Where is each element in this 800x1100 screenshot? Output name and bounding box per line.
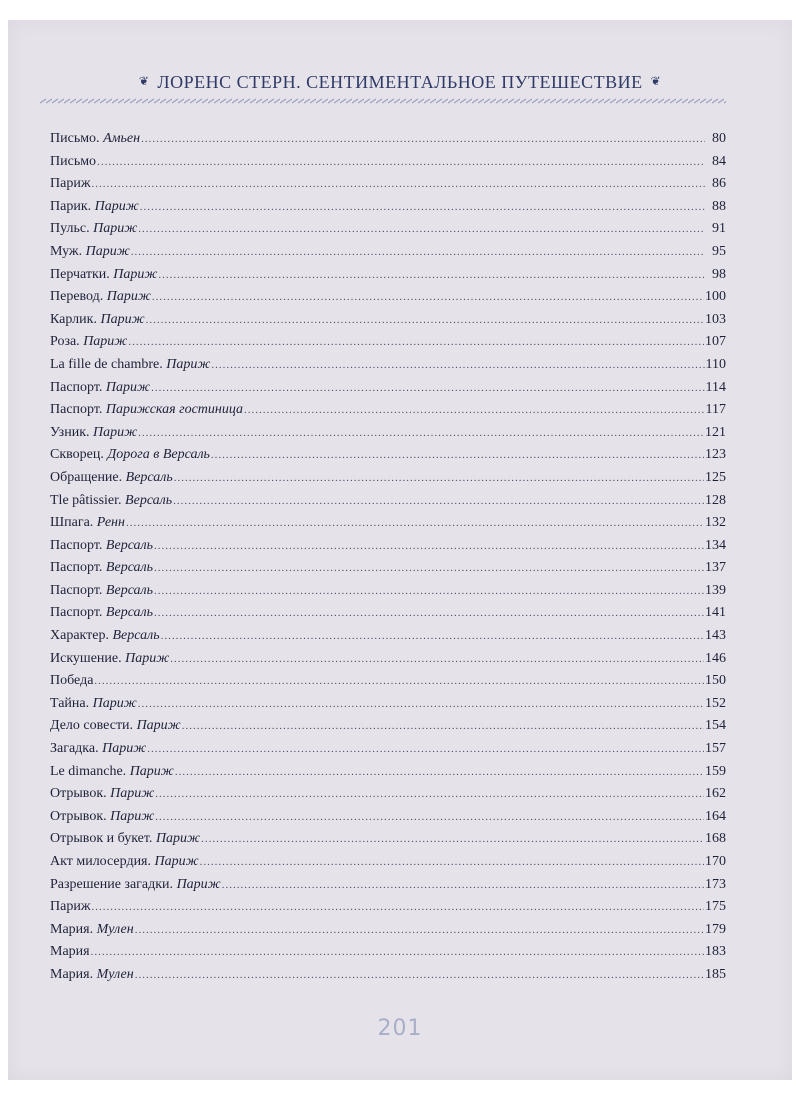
toc-entry-chapter: Письмо [50, 153, 97, 169]
toc-entry-chapter: Паспорт. [50, 402, 106, 418]
toc-entry-title [50, 941, 90, 964]
header-title-row [8, 72, 792, 93]
toc-entry-page: 88 [712, 198, 726, 214]
toc-entry-page: 103 [705, 311, 726, 327]
toc-entry-chapter: Тайна. [50, 695, 93, 711]
toc-entry-place: Париж [92, 695, 137, 711]
toc-entry [50, 218, 726, 241]
toc-entry-title [50, 173, 91, 196]
dot-leader [138, 422, 704, 445]
toc-entry [50, 625, 726, 648]
toc-entry [50, 331, 726, 354]
dot-leader [211, 354, 704, 377]
toc-entry-title [50, 670, 93, 693]
table-of-contents [50, 128, 726, 987]
dot-leader [94, 670, 704, 693]
toc-entry [50, 919, 726, 942]
toc-entry-page: 132 [705, 515, 726, 531]
toc-entry-title [50, 241, 130, 264]
toc-entry-page: 134 [705, 537, 726, 553]
dot-leader [211, 444, 704, 467]
toc-entry-title [50, 331, 127, 354]
dot-leader [135, 919, 704, 942]
toc-entry-title [50, 602, 153, 625]
dot-leader [131, 241, 705, 264]
ornament-right-icon: ❦ [650, 74, 662, 89]
toc-entry-title [50, 874, 221, 897]
toc-entry-page: 91 [712, 221, 726, 237]
toc-entry-page: 95 [712, 243, 726, 259]
toc-entry-title [50, 557, 153, 580]
toc-entry-place: Мулен [96, 921, 134, 937]
toc-entry [50, 715, 726, 738]
toc-entry-place: Версаль [105, 582, 154, 598]
toc-entry [50, 241, 726, 264]
toc-entry-chapter: Париж [50, 899, 91, 915]
toc-entry-chapter: Шпага. [50, 515, 97, 531]
toc-entry-chapter: Победа [50, 673, 94, 689]
dot-leader [244, 399, 704, 422]
toc-entry-place: Париж [110, 786, 155, 802]
toc-entry-place: Париж [155, 831, 201, 847]
dot-leader [141, 128, 705, 151]
toc-entry-title [50, 828, 200, 851]
toc-entry-title [50, 128, 140, 151]
toc-entry-title [50, 444, 210, 467]
toc-entry-title [50, 693, 137, 716]
toc-entry-chapter: Характер. [50, 628, 113, 644]
toc-entry-page: 154 [705, 718, 726, 734]
toc-entry [50, 354, 726, 377]
toc-entry [50, 399, 726, 422]
toc-entry [50, 444, 726, 467]
toc-entry-page: 179 [705, 921, 726, 937]
toc-entry-place: Париж [129, 763, 174, 779]
toc-entry-chapter: Паспорт. [50, 537, 106, 553]
toc-entry [50, 964, 726, 987]
dot-leader [146, 309, 704, 332]
toc-entry-page: 164 [705, 808, 726, 824]
toc-entry [50, 286, 726, 309]
book-page [8, 20, 792, 1080]
toc-entry-place: Дорога в Версаль [107, 447, 210, 463]
toc-entry-title [50, 715, 181, 738]
toc-entry-page: 114 [705, 379, 726, 395]
toc-entry-page: 100 [705, 289, 726, 305]
toc-entry [50, 828, 726, 851]
toc-entry-chapter: Tle pâtissier. [50, 492, 126, 508]
toc-entry [50, 738, 726, 761]
toc-entry-page: 152 [705, 695, 726, 711]
toc-entry-place: Париж [106, 289, 151, 305]
toc-entry [50, 128, 726, 151]
header-title: ЛОРЕНС СТЕРН. СЕНТИМЕНТАЛЬНОЕ ПУТЕШЕСТВИЕ [157, 72, 643, 92]
toc-entry-chapter: Узник. [50, 424, 93, 440]
toc-entry-place: Ренн [96, 515, 125, 531]
toc-entry-place: Версаль [112, 628, 160, 644]
toc-entry [50, 783, 726, 806]
toc-entry-title [50, 783, 154, 806]
toc-entry [50, 422, 726, 445]
toc-entry-place: Париж [125, 650, 170, 666]
toc-entry [50, 512, 726, 535]
dot-leader [92, 173, 706, 196]
toc-entry-title [50, 422, 137, 445]
header-rule [40, 98, 726, 104]
toc-entry-chapter: Перевод. [50, 289, 107, 305]
toc-entry-chapter: Письмо. [50, 131, 104, 146]
dot-leader [158, 264, 705, 287]
toc-entry-chapter: Отрывок. [50, 808, 111, 824]
toc-entry-title [50, 286, 151, 309]
toc-entry [50, 557, 726, 580]
dot-leader [175, 761, 704, 784]
toc-entry-place: Версаль [125, 492, 173, 508]
dot-leader [200, 851, 704, 874]
toc-entry-title [50, 151, 96, 174]
toc-entry-page: 86 [712, 176, 726, 192]
toc-entry-title [50, 490, 172, 513]
toc-entry-page: 185 [705, 966, 726, 982]
dot-leader [222, 874, 704, 897]
toc-entry [50, 173, 726, 196]
toc-entry [50, 941, 726, 964]
toc-entry-title [50, 377, 150, 400]
toc-entry-chapter: Роза. [50, 334, 84, 350]
toc-entry-title [50, 806, 154, 829]
toc-entry-page: 128 [705, 492, 726, 508]
toc-entry-place: Мулен [96, 966, 134, 982]
toc-entry-page: 139 [705, 582, 726, 598]
toc-entry-place: Париж [85, 243, 130, 259]
toc-entry-page: 84 [712, 153, 726, 169]
page-number: 201 [377, 1016, 423, 1041]
toc-entry-chapter: Карлик. [50, 311, 101, 327]
toc-entry-chapter: Мария [50, 944, 90, 960]
toc-entry-chapter: Париж [50, 176, 91, 192]
toc-entry-chapter: La fille de chambre. [50, 356, 167, 372]
toc-entry [50, 648, 726, 671]
toc-entry [50, 670, 726, 693]
toc-entry [50, 309, 726, 332]
toc-entry-page: 157 [705, 741, 726, 757]
toc-entry-page: 110 [705, 356, 726, 372]
toc-entry-page: 159 [705, 763, 726, 779]
toc-entry-place: Париж [94, 198, 139, 214]
toc-entry-chapter: Перчатки. [50, 266, 114, 282]
dot-leader [161, 625, 704, 648]
dot-leader [128, 331, 704, 354]
dot-leader [155, 783, 704, 806]
toc-entry-title [50, 535, 153, 558]
toc-entry-title [50, 309, 145, 332]
dot-leader [154, 535, 704, 558]
dot-leader [182, 715, 704, 738]
toc-entry [50, 896, 726, 919]
toc-entry-page: 141 [705, 605, 726, 621]
toc-entry-title [50, 512, 125, 535]
toc-entry-chapter: Обращение. [50, 469, 126, 485]
toc-entry-chapter: Паспорт. [50, 605, 106, 621]
dot-leader [174, 467, 704, 490]
toc-entry-chapter: Отрывок и букет. [50, 831, 156, 847]
toc-entry-page: 123 [705, 447, 726, 463]
toc-entry-title [50, 264, 157, 287]
toc-entry-chapter: Акт милосердия. [50, 854, 155, 869]
toc-entry-place: Версаль [105, 537, 154, 553]
toc-entry-page: 117 [705, 402, 726, 418]
toc-entry-place: Париж [176, 876, 221, 892]
toc-entry-chapter: Отрывок. [50, 786, 111, 802]
toc-entry [50, 467, 726, 490]
toc-entry-place: Париж [166, 356, 211, 372]
toc-entry-page: 162 [705, 786, 726, 802]
toc-entry-title [50, 196, 139, 219]
toc-entry [50, 580, 726, 603]
dot-leader [154, 602, 704, 625]
toc-entry-chapter: Парик. [50, 198, 95, 214]
toc-entry-chapter: Разрешение загадки. [50, 876, 177, 892]
dot-leader [147, 738, 704, 761]
dot-leader [138, 693, 704, 716]
toc-entry-page: 125 [705, 469, 726, 485]
toc-entry-title [50, 738, 146, 761]
toc-entry-chapter: Мария. [50, 921, 97, 937]
toc-entry-title [50, 964, 134, 987]
toc-entry-page: 168 [705, 831, 726, 847]
toc-entry-place: Париж [102, 741, 147, 757]
toc-entry-title [50, 919, 134, 942]
toc-entry-title [50, 580, 153, 603]
toc-entry-place: Париж [110, 808, 155, 824]
dot-leader [173, 490, 704, 513]
toc-entry [50, 264, 726, 287]
toc-entry-title [50, 467, 173, 490]
toc-entry [50, 602, 726, 625]
dot-leader [97, 151, 705, 174]
toc-entry-title [50, 648, 169, 671]
toc-entry-chapter: Искушение. [50, 650, 126, 666]
toc-entry-title [50, 218, 137, 241]
toc-entry-place: Париж [136, 718, 181, 734]
dot-leader [135, 964, 704, 987]
dot-leader [154, 580, 704, 603]
toc-entry-page: 183 [705, 944, 726, 960]
toc-entry-title [50, 896, 91, 919]
toc-entry-chapter: Le dimanche. [50, 763, 130, 779]
toc-entry-chapter: Загадка. [50, 741, 103, 757]
toc-entry-place: Парижская гостиница [105, 402, 244, 418]
toc-entry-place: Париж [93, 221, 138, 237]
toc-entry-title [50, 851, 199, 874]
toc-entry-chapter: Пульс. [50, 221, 94, 237]
toc-entry [50, 874, 726, 897]
toc-entry-page: 98 [712, 266, 726, 282]
toc-entry-place: Париж [100, 311, 145, 327]
dot-leader [151, 377, 704, 400]
toc-entry-chapter: Мария. [50, 966, 97, 982]
ornament-left-icon: ❦ [138, 74, 150, 89]
toc-entry-page: 146 [705, 650, 726, 666]
toc-entry-page: 80 [712, 131, 726, 146]
toc-entry-title [50, 761, 174, 784]
toc-entry [50, 377, 726, 400]
dot-leader [201, 828, 704, 851]
toc-entry-title [50, 399, 243, 422]
toc-entry-page: 143 [705, 628, 726, 644]
dot-leader [155, 806, 704, 829]
dot-leader [140, 196, 705, 219]
toc-entry [50, 693, 726, 716]
running-header [8, 20, 792, 130]
toc-entry-place: Париж [93, 424, 138, 440]
toc-entry-place: Париж [113, 266, 158, 282]
toc-entry [50, 535, 726, 558]
toc-entry-page: 175 [705, 899, 726, 915]
toc-entry [50, 151, 726, 174]
toc-entry-place: Париж [154, 854, 199, 869]
toc-entry-page: 170 [705, 854, 726, 869]
dot-leader [138, 218, 705, 241]
toc-entry [50, 490, 726, 513]
dot-leader [152, 286, 704, 309]
toc-entry-page: 121 [705, 424, 726, 440]
toc-entry-page: 137 [705, 560, 726, 576]
toc-entry-page: 107 [705, 334, 726, 350]
toc-entry [50, 196, 726, 219]
toc-entry-place: Амьен [103, 131, 141, 146]
toc-entry-title [50, 625, 160, 648]
toc-entry-chapter: Дело совести. [50, 718, 137, 734]
toc-entry-chapter: Паспорт. [50, 379, 106, 395]
dot-leader [154, 557, 704, 580]
toc-entry-place: Версаль [125, 469, 173, 485]
dot-leader [91, 941, 704, 964]
toc-entry-place: Версаль [105, 560, 154, 576]
toc-entry-chapter: Паспорт. [50, 582, 106, 598]
toc-entry-chapter: Скворец. [50, 447, 108, 463]
toc-entry [50, 851, 726, 874]
toc-entry-place: Версаль [105, 605, 154, 621]
toc-entry-chapter: Муж. [50, 243, 86, 259]
dot-leader [92, 896, 705, 919]
dot-leader [126, 512, 704, 535]
toc-entry-place: Париж [83, 334, 128, 350]
toc-entry-page: 150 [705, 673, 726, 689]
toc-entry-place: Париж [105, 379, 151, 395]
toc-entry [50, 806, 726, 829]
toc-entry-page: 173 [705, 876, 726, 892]
toc-entry-chapter: Паспорт. [50, 560, 106, 576]
toc-entry-title [50, 354, 210, 377]
toc-entry [50, 761, 726, 784]
dot-leader [170, 648, 704, 671]
